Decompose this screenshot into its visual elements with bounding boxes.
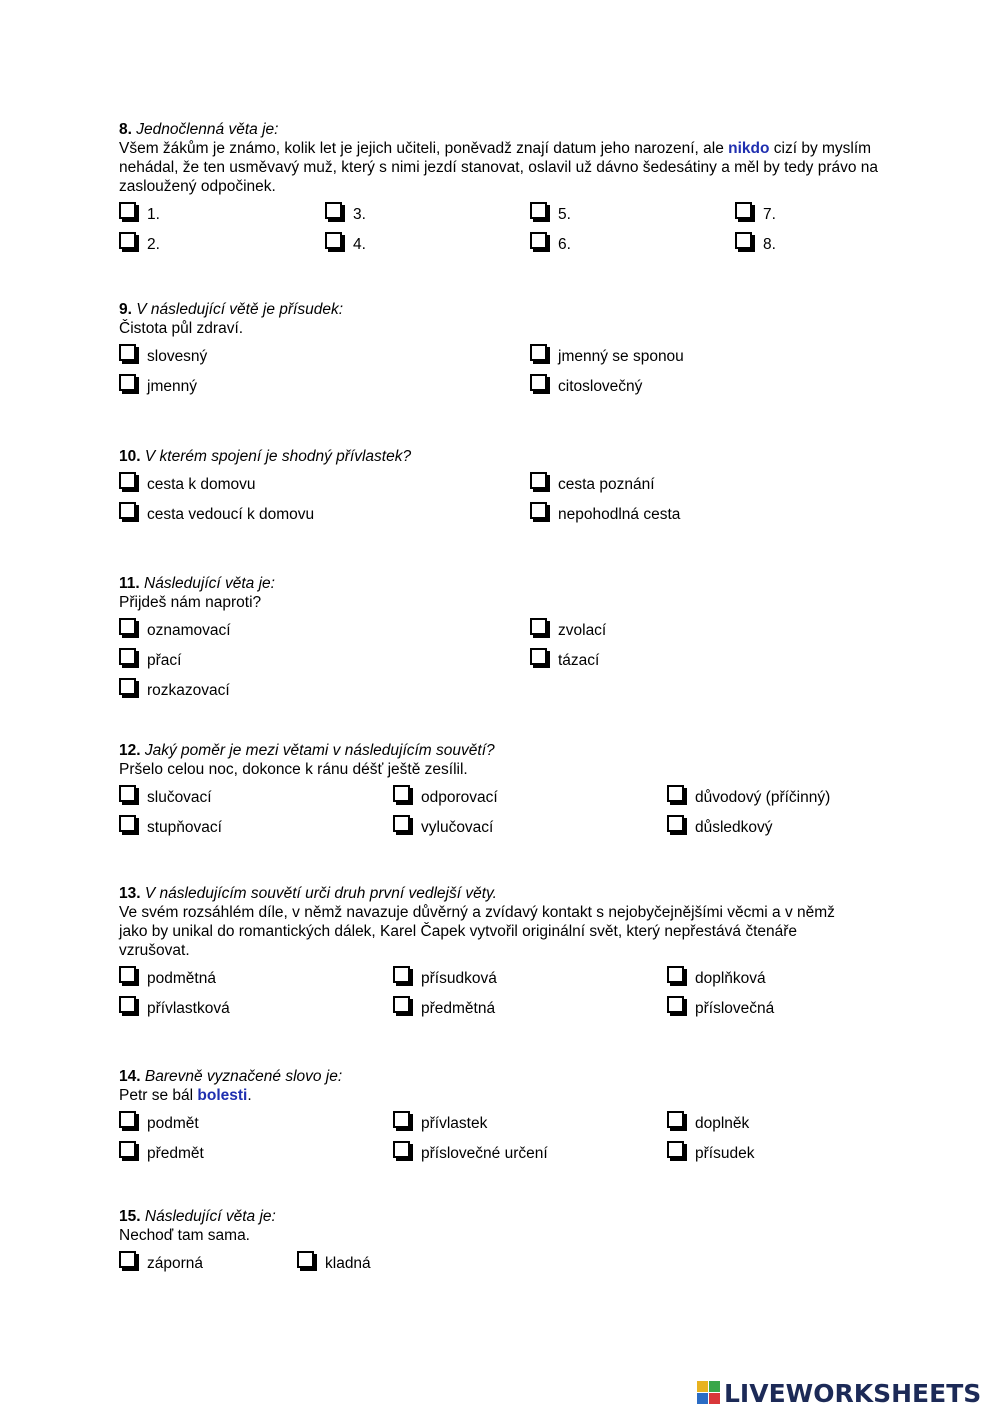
checkbox-icon[interactable] [393, 1141, 410, 1158]
checkbox-icon[interactable] [119, 618, 136, 635]
question-stem [119, 139, 899, 196]
option-label: důsledkový [695, 819, 773, 836]
option-label: cesta poznání [558, 476, 655, 493]
options [119, 784, 899, 840]
option-label: odporovací [421, 789, 498, 806]
options [119, 1250, 899, 1276]
options [119, 471, 899, 527]
checkbox-icon[interactable] [530, 344, 547, 361]
option-label: slučovací [147, 789, 212, 806]
question-prompt: V následující větě je přísudek: [136, 301, 344, 318]
option-label: podmětná [147, 970, 216, 987]
option-label: přísudková [421, 970, 497, 987]
checkbox-icon[interactable] [393, 1111, 410, 1128]
question-12 [119, 741, 899, 840]
option-label: citoslovečný [558, 378, 643, 395]
option-label: slovesný [147, 348, 208, 365]
option-label: 3. [353, 206, 366, 223]
logo-square [709, 1381, 720, 1392]
logo-text: LIVEWORKSHEETS [724, 1379, 982, 1408]
checkbox-icon[interactable] [530, 232, 547, 249]
stem-text: Všem žákům je známo, kolik let je jejich učiteli, poněvadž znají datum jeho narození, ale [119, 140, 729, 157]
checkbox-icon[interactable] [735, 202, 752, 219]
option-label: předmět [147, 1145, 204, 1162]
checkbox-icon[interactable] [530, 618, 547, 635]
question-header [119, 447, 899, 466]
logo-square [697, 1393, 708, 1404]
option-label: 5. [558, 206, 571, 223]
question-number: 13. [119, 885, 141, 902]
option-label: 8. [763, 236, 776, 253]
question-header [119, 1067, 899, 1086]
option-label: stupňovací [147, 819, 222, 836]
question-header [119, 120, 899, 139]
options [119, 343, 899, 399]
question-stem: Ve svém rozsáhlém díle, v němž navazuje důvěrný a zvídavý kontakt s nejobyčejnějšími věcmi a v němž jako by unikal do romantických dálek, Karel Čapek vytvořil originální svět, který nepřestává čtenáře vzrušovat. [119, 904, 835, 959]
checkbox-icon[interactable] [667, 815, 684, 832]
checkbox-icon[interactable] [667, 785, 684, 802]
option-label: kladná [325, 1255, 371, 1272]
question-stem: Přijdeš nám naproti? [119, 594, 262, 611]
option-label: podmět [147, 1115, 199, 1132]
question-prompt: Následující věta je: [144, 1208, 276, 1225]
options [119, 201, 899, 257]
checkbox-icon[interactable] [119, 232, 136, 249]
checkbox-icon[interactable] [119, 1141, 136, 1158]
checkbox-icon[interactable] [119, 502, 136, 519]
checkbox-icon[interactable] [119, 344, 136, 361]
question-9 [119, 300, 899, 399]
checkbox-icon[interactable] [530, 648, 547, 665]
question-number: 11. [119, 575, 140, 592]
checkbox-icon[interactable] [119, 815, 136, 832]
checkbox-icon[interactable] [297, 1251, 314, 1268]
option-label: příslovečné určení [421, 1145, 548, 1162]
question-number: 10. [119, 448, 141, 465]
checkbox-icon[interactable] [530, 374, 547, 391]
option-label: 6. [558, 236, 571, 253]
option-label: zvolací [558, 622, 607, 639]
question-number: 8. [119, 121, 132, 138]
question-prompt: V následujícím souvětí urči druh první vedlejší věty. [144, 885, 497, 902]
question-11 [119, 574, 899, 703]
stem-text: . [247, 1087, 252, 1104]
option-label: přací [147, 652, 182, 669]
option-label: přísudek [695, 1145, 755, 1162]
option-label: 2. [147, 236, 160, 253]
liveworksheets-logo [697, 1377, 995, 1411]
question-prompt: Jaký poměr je mezi větami v následujícím souvětí? [144, 742, 495, 759]
question-13 [119, 884, 899, 1021]
option-label: tázací [558, 652, 600, 669]
checkbox-icon[interactable] [119, 202, 136, 219]
question-stem: Pršelo celou noc, dokonce k ránu déšť ještě zesílil. [119, 761, 468, 778]
option-label: vylučovací [421, 819, 494, 836]
checkbox-icon[interactable] [119, 472, 136, 489]
option-label: 1. [147, 206, 160, 223]
option-label: 4. [353, 236, 366, 253]
options [119, 1110, 899, 1166]
option-label: předmětná [421, 1000, 496, 1017]
option-label: rozkazovací [147, 682, 230, 699]
option-label: oznamovací [147, 622, 231, 639]
option-label: přívlastek [421, 1115, 488, 1132]
stem-text: cizí by myslím nehádal, že ten usměvavý muž, který s nimi jezdí stanovat, oslavil už dávno šedesátiny a měl by tedy právo na zasloužený odpočinek. [119, 140, 879, 195]
checkbox-icon[interactable] [735, 232, 752, 249]
option-label: přívlastková [147, 1000, 230, 1017]
question-15 [119, 1207, 899, 1276]
option-label: 7. [763, 206, 776, 223]
highlighted-word: nikdo [728, 140, 770, 157]
checkbox-icon[interactable] [667, 1111, 684, 1128]
question-number: 12. [119, 742, 141, 759]
stem-text: Petr se bál [119, 1087, 198, 1104]
checkbox-icon[interactable] [667, 996, 684, 1013]
question-prompt: Barevně vyznačené slovo je: [144, 1068, 343, 1085]
question-stem [119, 1086, 899, 1105]
logo-mark-icon [697, 1381, 721, 1405]
checkbox-icon[interactable] [325, 232, 342, 249]
question-header [119, 1207, 899, 1226]
highlighted-word: bolesti [197, 1087, 248, 1104]
option-label: důvodový (příčinný) [695, 789, 831, 806]
checkbox-icon[interactable] [119, 1111, 136, 1128]
question-header [119, 574, 899, 593]
checkbox-icon[interactable] [393, 996, 410, 1013]
question-10 [119, 447, 899, 527]
question-number: 14. [119, 1068, 141, 1085]
checkbox-icon[interactable] [530, 202, 547, 219]
checkbox-icon[interactable] [530, 472, 547, 489]
checkbox-icon[interactable] [530, 502, 547, 519]
checkbox-icon[interactable] [119, 966, 136, 983]
checkbox-icon[interactable] [119, 1251, 136, 1268]
question-prompt: V kterém spojení je shodný přívlastek? [144, 448, 412, 465]
checkbox-icon[interactable] [667, 1141, 684, 1158]
options [119, 965, 899, 1021]
checkbox-icon[interactable] [119, 996, 136, 1013]
question-8 [119, 120, 899, 257]
option-label: cesta vedoucí k domovu [147, 506, 315, 523]
question-prompt: Následující věta je: [144, 575, 275, 592]
checkbox-icon[interactable] [393, 785, 410, 802]
checkbox-icon[interactable] [119, 374, 136, 391]
question-14 [119, 1067, 899, 1166]
option-label: záporná [147, 1255, 204, 1272]
checkbox-icon[interactable] [119, 648, 136, 665]
checkbox-icon[interactable] [393, 815, 410, 832]
logo-square [709, 1393, 720, 1404]
option-label: příslovečná [695, 1000, 775, 1017]
checkbox-icon[interactable] [667, 966, 684, 983]
option-label: cesta k domovu [147, 476, 256, 493]
checkbox-icon[interactable] [119, 785, 136, 802]
option-label: nepohodlná cesta [558, 506, 681, 523]
checkbox-icon[interactable] [393, 966, 410, 983]
question-number: 15. [119, 1208, 141, 1225]
logo-square [697, 1381, 708, 1392]
question-prompt: Jednočlenná věta je: [136, 121, 279, 138]
options [119, 617, 899, 703]
question-header [119, 884, 899, 903]
option-label: jmenný se sponou [558, 348, 684, 365]
checkbox-icon[interactable] [119, 678, 136, 695]
option-label: jmenný [147, 378, 197, 395]
checkbox-icon[interactable] [325, 202, 342, 219]
question-header [119, 741, 899, 760]
question-header [119, 300, 899, 319]
option-label: doplněk [695, 1115, 750, 1132]
option-label: doplňková [695, 970, 766, 987]
question-stem: Čistota půl zdraví. [119, 320, 244, 337]
question-stem: Nechoď tam sama. [119, 1227, 250, 1244]
question-number: 9. [119, 301, 132, 318]
